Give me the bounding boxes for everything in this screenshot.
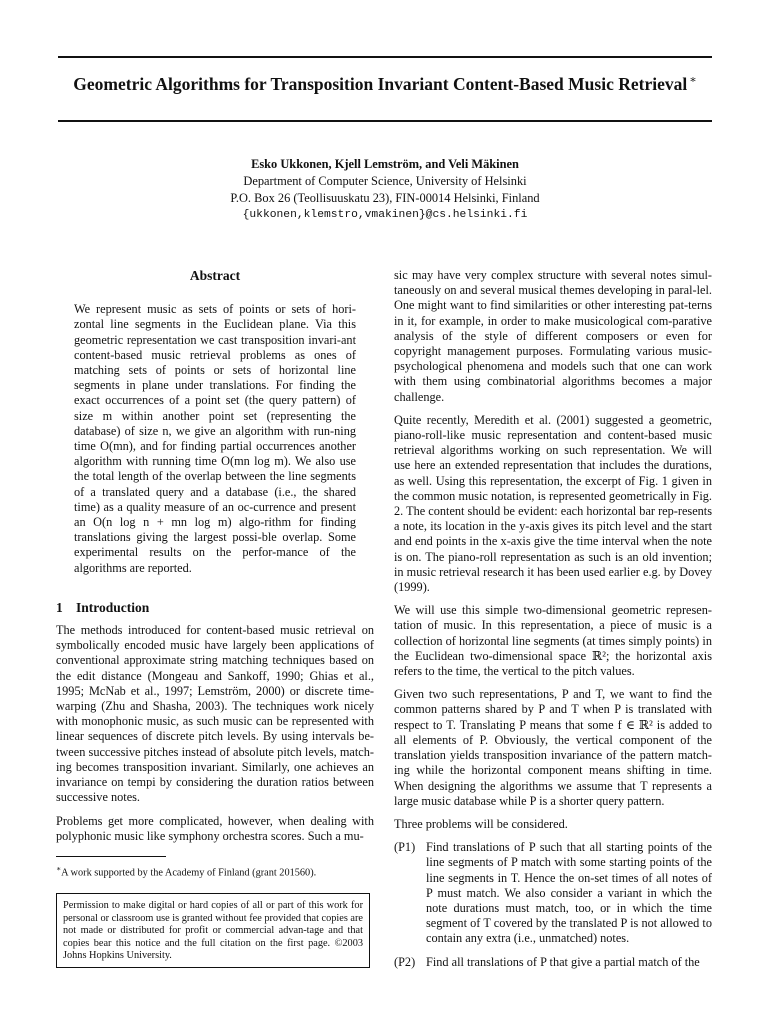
section-heading-introduction <box>56 600 374 615</box>
problem-p1 <box>394 840 712 946</box>
right-column <box>394 268 712 978</box>
abstract-heading: Abstract <box>189 268 241 283</box>
intro-paragraph-2: Problems get more complicated, however, when dealing with polyphonic music like symphony orchestra scores. Such a mu- <box>56 813 374 843</box>
problem-p2-label: (P2) <box>394 954 416 969</box>
bottom-rule <box>58 120 712 122</box>
problem-p1-text: Find translations of P such that all starting points of the line segments of P match with some starting points of the line segments in T. Hence the on-set times of all notes of P must match. We also consider a variant in which the note durations must match, too, or in which the time segment of T covered by the translated P is not allowed to contain any extra (i.e., unmatched) notes. <box>426 840 712 946</box>
author-names: Esko Ukkonen, Kjell Lemström, and Veli Mäkinen <box>251 157 519 171</box>
right-paragraph-4: Given two such representations, P and T, we want to find the common patterns shared by P and T when P is translated with respect to T. Translating P means that some f ∈ ℝ² is added to all elements of P. Obviously, the vertical component of the translation yields transposition invariance of the pattern match-ing while the horizontal component means shifting in time. When designing the algorithms we assume that T represents a large music database while P is a shorter query pattern. <box>394 687 712 808</box>
right-paragraph-3: We will use this simple two-dimensional geometric represen-tation of music. In this representation, a piece of music is a collection of horizontal line segments (at times simply points) in the Euclidean two-dimensional space ℝ²; the horizontal axis refers to the time, the vertical to the pitch values. <box>394 603 712 679</box>
affiliation: Department of Computer Science, University of Helsinki <box>243 174 527 188</box>
email-addresses: {ukkonen,klemstro,vmakinen}@cs.helsinki.fi <box>242 209 528 221</box>
permission-notice: Permission to make digital or hard copies of all or part of this work for personal or classroom use is granted without fee provided that copies are not made or distributed for profit or commercial advan-tage and that copies bear this notice and the full citation on the first page. ©2003 Johns Hopkins University. <box>56 893 370 968</box>
problem-p2-text: Find all translations of P that give a partial match of the <box>426 954 700 969</box>
footnote <box>56 862 374 879</box>
section-number: 1 <box>56 599 63 615</box>
footnote-mark: ∗ <box>56 863 62 873</box>
footnote-text: A work supported by the Academy of Finland (grant 201560). <box>61 867 317 879</box>
footnote-rule <box>56 856 166 857</box>
right-paragraph-5: Three problems will be considered. <box>394 816 568 831</box>
address: P.O. Box 26 (Teollisuuskatu 23), FIN-00014 Helsinki, Finland <box>230 191 540 205</box>
right-paragraph-2: Quite recently, Meredith et al. (2001) suggested a geometric, piano-roll-like music representation and content-based music retrieval algorithms working on such representation. We will use here an extended representation that includes the durations, as well. Using this representation, the excerpt of Fig. 1 given in the common music notation, is represented geometrically in Fig. 2. The content should be evident: each horizontal bar rep-resents a note, its location in the y-axis gives its pitch level and the start and end points in the x-axis give the time interval when the note is on. The piano-roll representation as such is an old invention; in music retrieval research it has been used earlier e.g. by Dovey (1999). <box>394 412 713 595</box>
top-rule <box>58 56 712 58</box>
problem-p2 <box>394 955 712 970</box>
intro-paragraph-1: The methods introduced for content-based music retrieval on symbolically encoded music have largely been applications of conventional approximate string matching techniques based on the edit distance (Mongeau and Sankoff, 1990; Ghias et al., 1995; McNab et al., 1997; Lemström, 2000) or discrete time-warping (Zhu and Shasha, 2003). The techniques work nicely with monophonic music, as such music can be represented with linear sequences of discrete pitch levels. By using intervals be-tween successive pitches instead of absolute pitch levels, match-ing becomes transposition invariant. Similarly, one achieves an invariance on tempi by considering the duration ratios between successive notes. <box>56 623 374 805</box>
title-footnote-mark: ∗ <box>689 74 697 86</box>
problem-p1-label: (P1) <box>394 840 416 855</box>
right-paragraph-1: sic may have very complex structure with several notes simul-taneously on and several musical themes developing in paral-lel. One might want to find similarities or other interesting pat-terns in it, for example, in order to make musicological com-parative analysis of the style of different composers or even for copyright management purposes. Formulating various music-psychological phenomena and models such that one can work with them using combinatorial algorithms becomes a major challenge. <box>394 268 712 404</box>
author-block <box>58 156 712 224</box>
paper-title: Geometric Algorithms for Transposition Invariant Content-Based Music Retrieval ∗ <box>73 73 697 94</box>
left-column <box>56 268 374 968</box>
section-title: Introduction <box>76 599 150 615</box>
abstract-text: We represent music as sets of points or sets of hori-zontal line segments in the Euclidean plane. Via this geometric representation we cast transposition invari-ant content-based music retrieval problems as ones of matching sets of points or sets of horizontal line segments in plane under translations. For finding the exact occurrences of a point set (the query pattern) of size m within another point set (representing the database) of size n, we give an algorithm with run-ning time O(mn), and for finding partial occurrences another algorithm with running time O(mn log m). We also use the total length of the overlap between the line segments of a translated query and a database (i.e., the shared time) as a quality measure of an oc-currence and present an O(n log n + mn log m) algo-rithm for finding translations giving the largest possi-ble overlap. Some experimental results on the perfor-mance of the algorithms are reported. <box>74 302 356 575</box>
